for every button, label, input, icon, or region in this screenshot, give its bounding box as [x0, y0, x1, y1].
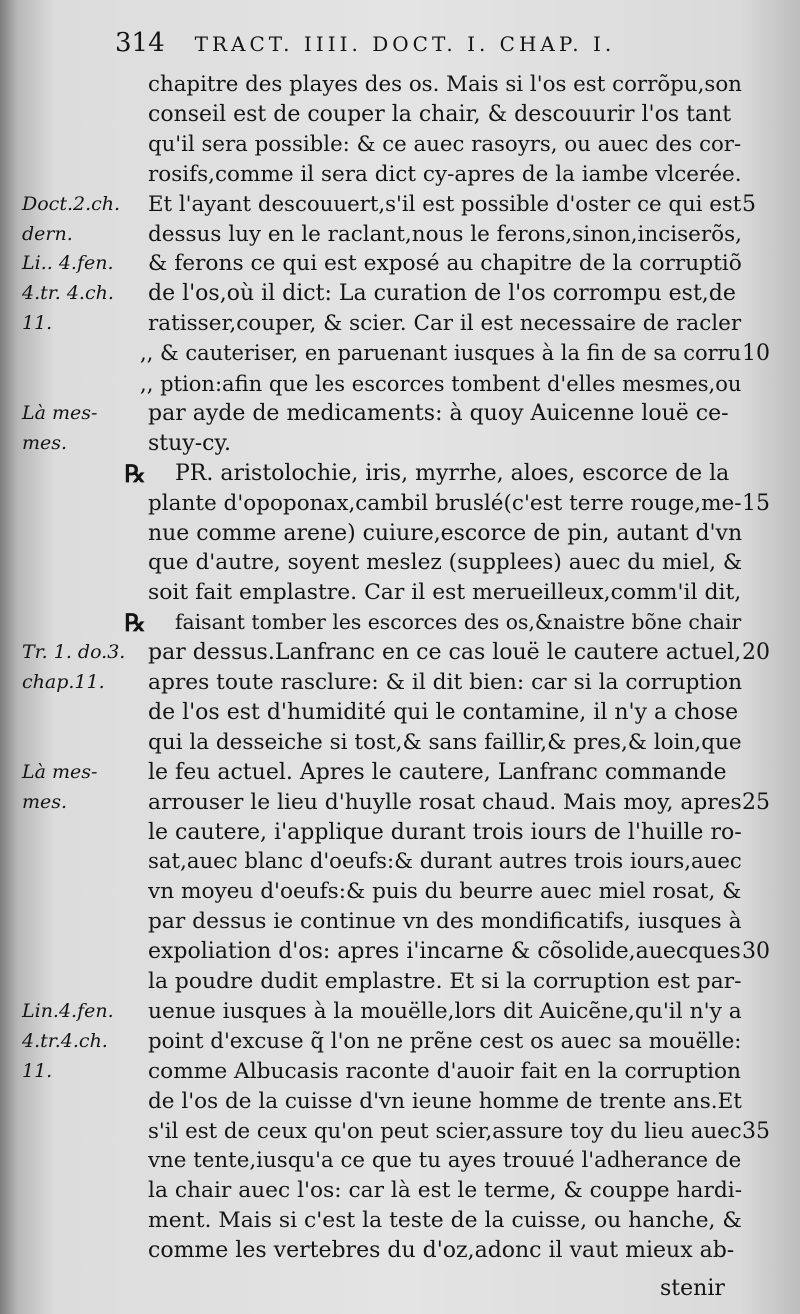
- text-line: [0, 668, 800, 697]
- line-text: plante d'opoponax,cambil bruslé(c'est terre rouge,me-: [148, 490, 742, 516]
- margin-note: Tr. 1. do.3.: [22, 641, 126, 664]
- margin-note: 11.: [22, 1059, 53, 1082]
- text-line: [0, 608, 800, 637]
- line-text: de l'os est d'humidité qui le contamine, il n'y a chose: [148, 699, 739, 725]
- line-number: 5: [742, 191, 756, 217]
- line-text: s'il est de ceux qu'on peut scier,assure toy du lieu auec: [148, 1118, 742, 1144]
- line-text: Et l'ayant descouuert,s'il est possible d'oster ce qui est: [148, 191, 742, 217]
- text-line: [0, 249, 800, 278]
- text-line: [0, 997, 800, 1026]
- line-text: ment. Mais si c'est la teste de la cuisse, ou hanche, &: [148, 1208, 742, 1234]
- line-text: par ayde de medicaments: à quoy Auicenne louë ce-: [148, 400, 729, 426]
- text-line: [0, 967, 800, 996]
- line-text: la poudre dudit emplastre. Et si la corruption est par-: [148, 969, 742, 994]
- line-text: conseil est de couper la chair, & descouurir l'os tant: [148, 101, 732, 127]
- text-line: [0, 818, 800, 847]
- line-text: rosifs,comme il sera dict cy-apres de la iambe vlcerée.: [148, 161, 742, 187]
- text-line: [0, 459, 800, 488]
- line-text: par dessus ie continue vn des mondificatifs, iusques à: [148, 909, 742, 935]
- text-line: [0, 728, 800, 757]
- line-number: 25: [742, 789, 770, 815]
- line-text: de l'os,où il dict: La curation de l'os corrompu est,de: [148, 281, 736, 307]
- margin-note: 4.tr.4.ch.: [22, 1029, 108, 1052]
- line-number: 35: [742, 1118, 770, 1144]
- text-line: [0, 1206, 800, 1235]
- text-line: [0, 847, 800, 876]
- margin-note: 4.tr. 4.ch.: [22, 282, 114, 305]
- running-head: TRACT. IIII. DOCT. I. CHAP. I.: [194, 32, 616, 56]
- line-text: ratisser,couper, & scier. Car il est necessaire de racler: [148, 311, 742, 337]
- margin-note: 11.: [22, 312, 53, 335]
- margin-note: chap.11.: [22, 671, 105, 693]
- page-number: 314: [115, 28, 165, 58]
- margin-note: Doct.2.ch.: [22, 192, 121, 215]
- margin-note: mes.: [22, 431, 68, 454]
- text-line: [0, 309, 800, 338]
- margin-note: Là mes-: [22, 401, 98, 424]
- text-line: [0, 279, 800, 308]
- page-header: [20, 28, 780, 68]
- line-text: qui la desseiche si tost,& sans faillir,& pres,& loin,que: [148, 729, 742, 755]
- text-line: [0, 877, 800, 906]
- line-text: vn moyeu d'oeufs:& puis du beurre auec miel rosat, &: [148, 879, 742, 905]
- line-text: par dessus.Lanfranc en ce cas louë le cautere actuel,: [148, 640, 742, 666]
- line-text: le cautere, i'applique durant trois iours de l'huille ro-: [148, 819, 742, 845]
- text-line: [0, 1146, 800, 1175]
- line-text: soit fait emplastre. Car il est merueilleux,comm'il dit,: [148, 580, 742, 606]
- text-line: [0, 578, 800, 607]
- line-text: dessus luy en le raclant,nous le ferons,sinon,inciserõs,: [148, 221, 742, 247]
- text-line: [0, 160, 800, 189]
- line-text: qu'il sera possible: & ce auec rasoyrs, ou auec des cor-: [148, 131, 742, 157]
- text-line: [0, 1236, 800, 1265]
- line-text: stuy-cy.: [148, 430, 231, 456]
- text-line: [0, 190, 800, 219]
- margin-note: Lin.4.fen.: [22, 999, 114, 1022]
- line-number: 10: [742, 341, 770, 367]
- text-line: [0, 1057, 800, 1086]
- line-text: point d'excuse q̃ l'on ne prẽne cest os auec sa mouëlle:: [148, 1028, 742, 1054]
- text-line: [0, 638, 800, 667]
- text-line: [0, 758, 800, 787]
- recipe-mark: ℞: [124, 608, 146, 638]
- text-line: [0, 429, 800, 458]
- line-number: 20: [742, 640, 770, 666]
- line-text: comme les vertebres du d'oz,adonc il vaut mieux ab-: [148, 1238, 735, 1264]
- text-line: [0, 220, 800, 249]
- line-text: le feu actuel. Apres le cautere, Lanfranc commande: [148, 759, 727, 785]
- margin-note: Là mes-: [22, 760, 98, 783]
- line-text: arrouser le lieu d'huylle rosat chaud. Mais moy, apres: [148, 789, 742, 815]
- text-line: [0, 907, 800, 936]
- line-text: & ferons ce qui est exposé au chapitre de la corruptiõ: [148, 251, 742, 277]
- text-line: [0, 1087, 800, 1116]
- line-text: uenue iusques à la mouëlle,lors dit Auicẽne,qu'il n'y a: [148, 998, 742, 1024]
- line-text: sat,auec blanc d'oeufs:& durant autres trois iours,auec: [148, 849, 742, 875]
- line-text: de l'os de la cuisse d'vn ieune homme de trente ans.Et: [148, 1088, 742, 1114]
- line-number: 30: [742, 939, 770, 965]
- text-line: [0, 70, 800, 99]
- catchword: stenir: [660, 1276, 725, 1301]
- line-text: nue comme arene) cuiure,escorce de pin, autant d'vn: [148, 520, 742, 546]
- text-line: [0, 399, 800, 428]
- line-text: ,, ption:afin que les escorces tombent d'elles mesmes,ou: [140, 371, 742, 396]
- text-line: [0, 100, 800, 129]
- line-number: 15: [742, 490, 770, 516]
- line-text: expoliation d'os: apres i'incarne & cõsolide,auecques: [148, 939, 741, 965]
- line-text: comme Albucasis raconte d'auoir fait en la corruption: [148, 1058, 742, 1084]
- text-line: [0, 369, 800, 398]
- margin-note: Li.. 4.fen.: [22, 252, 114, 275]
- text-line: [0, 489, 800, 518]
- line-text: PR. aristolochie, iris, myrrhe, aloes, escorce de la: [175, 460, 730, 486]
- text-line: [0, 937, 800, 966]
- line-text: vne tente,iusqu'a ce que tu ayes trouué l'adherance de: [148, 1148, 742, 1174]
- line-text: apres toute rasclure: & il dit bien: car si la corruption: [148, 670, 742, 695]
- text-line: [0, 548, 800, 577]
- line-text: la chair auec l'os: car là est le terme, & couppe hardi-: [148, 1178, 742, 1204]
- line-text: chapitre des playes des os. Mais si l'os est corrõpu,son: [148, 72, 742, 97]
- text-line: [0, 1117, 800, 1146]
- text-line: [0, 1027, 800, 1056]
- line-text: que d'autre, soyent meslez (supplees) auec du miel, &: [148, 550, 742, 576]
- text-line: [0, 519, 800, 548]
- text-line: [0, 130, 800, 159]
- text-line: [0, 1176, 800, 1205]
- text-line: [0, 788, 800, 817]
- text-line: [0, 698, 800, 727]
- margin-note: mes.: [22, 790, 68, 813]
- recipe-mark: ℞: [124, 458, 146, 488]
- line-text: faisant tomber les escorces des os,&naistre bõne chair: [175, 610, 742, 635]
- text-line: [0, 339, 800, 368]
- margin-note: dern.: [22, 222, 73, 245]
- line-text: ,, & cauteriser, en paruenant iusques à la fin de sa corru: [140, 341, 742, 366]
